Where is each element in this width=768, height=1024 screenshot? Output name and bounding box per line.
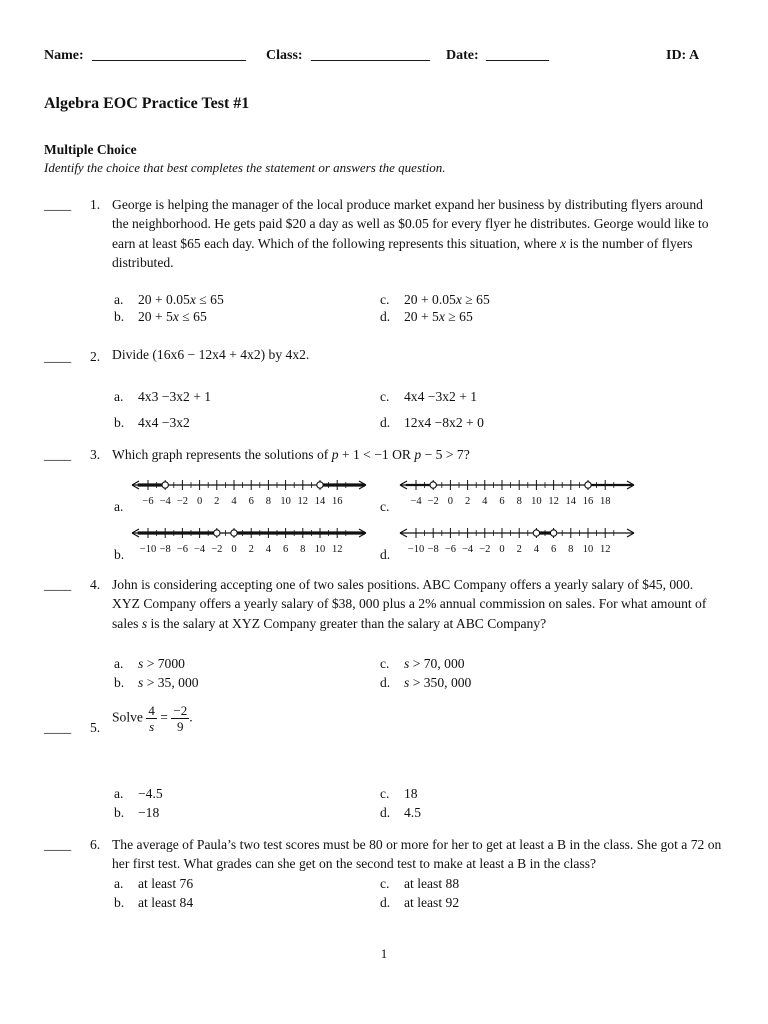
fraction-numerator: −2 [173, 703, 188, 718]
number-line-c[interactable] [398, 474, 638, 508]
option-text: at least 76 [138, 876, 194, 891]
tick-label: 12 [548, 496, 559, 507]
option-a[interactable] [114, 784, 163, 803]
tick-label: 2 [464, 496, 471, 507]
tick-label: −6 [176, 544, 188, 555]
answer-blank[interactable]: ____ [44, 447, 72, 462]
answer-blank[interactable]: ____ [44, 720, 72, 735]
open-circle [533, 530, 539, 536]
question-prefix: Solve [112, 709, 143, 725]
tick-label: −2 [176, 496, 188, 507]
option-letter: a. [114, 389, 124, 404]
open-circle [162, 482, 168, 488]
tick-label: 4 [265, 544, 272, 555]
id-label: ID: A [666, 48, 700, 63]
option-d-letter[interactable]: d. [380, 547, 391, 562]
fraction-right [171, 703, 189, 734]
question-number: 1. [90, 197, 101, 212]
option-letter: a. [114, 876, 124, 891]
tick-label: 8 [568, 544, 574, 555]
option-letter: d. [380, 675, 391, 690]
tick-label: 8 [265, 496, 272, 507]
tick-label: 0 [447, 496, 454, 507]
tick-label: −6 [142, 496, 154, 507]
option-letter: c. [380, 656, 390, 671]
page-number: 1 [380, 946, 388, 961]
option-text: 20 + 0.05x ≤ 65 [138, 292, 224, 307]
tick-label: −8 [159, 544, 171, 555]
tick-label: 14 [565, 496, 577, 507]
tick-label: 4 [533, 544, 540, 555]
option-c-letter[interactable]: c. [380, 499, 390, 514]
option-letter: b. [114, 805, 125, 820]
class-blank[interactable]: _________________ [311, 48, 430, 63]
open-circle [214, 530, 220, 536]
tick-label: 16 [582, 496, 594, 507]
option-text: 12x4 −8x2 + 0 [404, 415, 484, 430]
option-d[interactable] [380, 413, 484, 432]
name-label: Name: [44, 48, 84, 63]
option-letter: c. [380, 389, 390, 404]
option-b-letter[interactable]: b. [114, 547, 125, 562]
question-text: Divide (16x6 − 12x4 + 4x2) by 4x2. [112, 347, 310, 362]
question-text: John is considering accepting one of two sales positions. ABC Company offers a yearly salary of $45, 000. XYZ Company offers a yearly salary of $38, 000 plus a 2% annual commission on sales. For what amount of sales s is the salary at XYZ Company greater than the salary at ABC Company? [112, 577, 707, 631]
option-letter: b. [114, 895, 125, 910]
tick-label: 10 [280, 496, 291, 507]
number-line-a[interactable] [130, 474, 370, 508]
option-d[interactable] [380, 893, 459, 912]
number-line-d[interactable] [398, 522, 638, 556]
open-circle [430, 482, 436, 488]
tick-label: 4 [231, 496, 237, 507]
option-b[interactable] [114, 893, 193, 912]
name-blank[interactable]: ______________________ [92, 48, 246, 63]
option-c[interactable] [380, 387, 477, 406]
option-a[interactable] [114, 387, 211, 406]
tick-label: 12 [599, 544, 611, 555]
answer-blank[interactable]: ____ [44, 837, 72, 852]
question-suffix: . [189, 709, 193, 725]
tick-label: −4 [159, 496, 171, 507]
question-number: 6. [90, 837, 101, 852]
tick-label: −6 [444, 544, 456, 555]
question-number: 4. [90, 577, 101, 592]
option-d[interactable] [380, 307, 473, 326]
option-text: 4x3 −3x2 + 1 [138, 389, 212, 404]
tick-label: 10 [531, 496, 542, 507]
option-text: s > 35, 000 [138, 675, 199, 690]
tick-label: 14 [314, 496, 326, 507]
option-text: s > 350, 000 [404, 675, 472, 690]
option-letter: d. [380, 309, 391, 324]
tick-label: 0 [196, 496, 203, 507]
option-text: 20 + 5x ≥ 65 [404, 309, 473, 324]
option-c[interactable] [380, 874, 459, 893]
tick-label: 10 [314, 544, 326, 555]
option-text: 20 + 5x ≤ 65 [138, 309, 207, 324]
option-b[interactable] [114, 307, 207, 326]
answer-blank[interactable]: ____ [44, 349, 72, 364]
option-text: s > 70, 000 [404, 656, 465, 671]
tick-label: 6 [499, 496, 505, 507]
option-letter: b. [114, 309, 125, 324]
option-c[interactable] [380, 784, 418, 803]
tick-label: 12 [297, 496, 309, 507]
tick-label: 6 [248, 496, 254, 507]
option-b[interactable] [114, 803, 159, 822]
option-letter: b. [114, 415, 125, 430]
option-letter: a. [114, 656, 124, 671]
tick-label: −10 [407, 544, 425, 555]
tick-label: 6 [550, 544, 557, 555]
number-line-b[interactable] [130, 522, 370, 556]
option-letter: c. [380, 292, 390, 307]
question-text: The average of Paula’s two test scores must be 80 or more for her to get at least a B in the class. She got a 72 on her first test. What grades can she get on the second test to make at least a B in the class? [112, 837, 722, 872]
option-letter: b. [114, 675, 125, 690]
option-letter: a. [114, 292, 124, 307]
fraction-left [146, 703, 157, 734]
tick-label: 12 [331, 544, 343, 555]
date-blank[interactable]: _________ [486, 48, 549, 63]
tick-label: −2 [427, 496, 439, 507]
option-a-letter[interactable]: a. [114, 499, 124, 514]
question-number: 5. [90, 720, 101, 735]
option-text: 20 + 0.05x ≥ 65 [404, 292, 490, 307]
question-number: 3. [90, 447, 101, 462]
option-text: −18 [138, 805, 160, 820]
option-text: 4x4 −3x2 + 1 [404, 389, 478, 404]
option-a[interactable] [114, 874, 193, 893]
answer-blank[interactable]: ____ [44, 197, 72, 212]
open-circle [231, 530, 237, 536]
fraction-denominator: 9 [177, 719, 184, 734]
tick-label: 2 [516, 544, 522, 555]
option-letter: d. [380, 895, 391, 910]
tick-label: 16 [331, 496, 343, 507]
tick-label: −8 [427, 544, 439, 555]
option-text: 4x4 −3x2 [138, 415, 190, 430]
tick-label: −4 [194, 544, 206, 555]
tick-label: 10 [582, 544, 594, 555]
section-instruction: Identify the choice that best completes the statement or answers the question. [44, 160, 446, 175]
option-b[interactable] [114, 413, 190, 432]
option-letter: c. [380, 786, 390, 801]
tick-label: 2 [214, 496, 220, 507]
date-label: Date: [446, 48, 479, 63]
option-text: s > 7000 [138, 656, 185, 671]
option-text: at least 92 [404, 895, 460, 910]
class-label: Class: [266, 48, 303, 63]
option-d[interactable] [380, 673, 471, 692]
question-text: George is helping the manager of the local produce market expand her business by distributing flyers around the neighborhood. He gets paid $20 a day as well as $0.05 for every flyer he distributes. George would like to earn at least $65 each day. Which of the following represents this situation, where x is the number of flyers distributed. [112, 197, 709, 270]
tick-label: 2 [248, 544, 254, 555]
tick-label: 8 [516, 496, 522, 507]
section-heading: Multiple Choice [44, 142, 137, 157]
tick-label: 18 [599, 496, 611, 507]
fraction-numerator: 4 [148, 703, 155, 718]
question-text: Which graph represents the solutions of p + 1 < −1 OR p − 5 > 7? [112, 447, 470, 462]
option-c[interactable] [380, 654, 465, 673]
tick-label: −2 [479, 544, 491, 555]
tick-label: 0 [231, 544, 237, 555]
option-a[interactable] [114, 654, 185, 673]
option-letter: a. [114, 786, 124, 801]
option-letter: c. [380, 876, 390, 891]
option-text: 18 [404, 786, 418, 801]
tick-label: −4 [410, 496, 422, 507]
option-text: at least 88 [404, 876, 460, 891]
equals-sign: = [160, 709, 168, 725]
question-number: 2. [90, 349, 101, 364]
option-b[interactable] [114, 673, 199, 692]
option-letter: d. [380, 805, 391, 820]
fraction-denominator: s [149, 719, 155, 734]
test-title: Algebra EOC Practice Test #1 [44, 95, 250, 112]
option-text: at least 84 [138, 895, 194, 910]
option-d[interactable] [380, 803, 421, 822]
tick-label: −2 [211, 544, 223, 555]
open-circle [317, 482, 323, 488]
tick-label: 6 [282, 544, 289, 555]
option-text: −4.5 [138, 786, 163, 801]
option-letter: d. [380, 415, 391, 430]
open-circle [585, 482, 591, 488]
tick-label: −4 [462, 544, 474, 555]
option-text: 4.5 [404, 805, 421, 820]
question-text [112, 703, 193, 734]
tick-label: −10 [139, 544, 157, 555]
open-circle [550, 530, 556, 536]
answer-blank[interactable]: ____ [44, 577, 72, 592]
tick-label: 4 [482, 496, 488, 507]
tick-label: 8 [300, 544, 306, 555]
tick-label: 0 [499, 544, 505, 555]
